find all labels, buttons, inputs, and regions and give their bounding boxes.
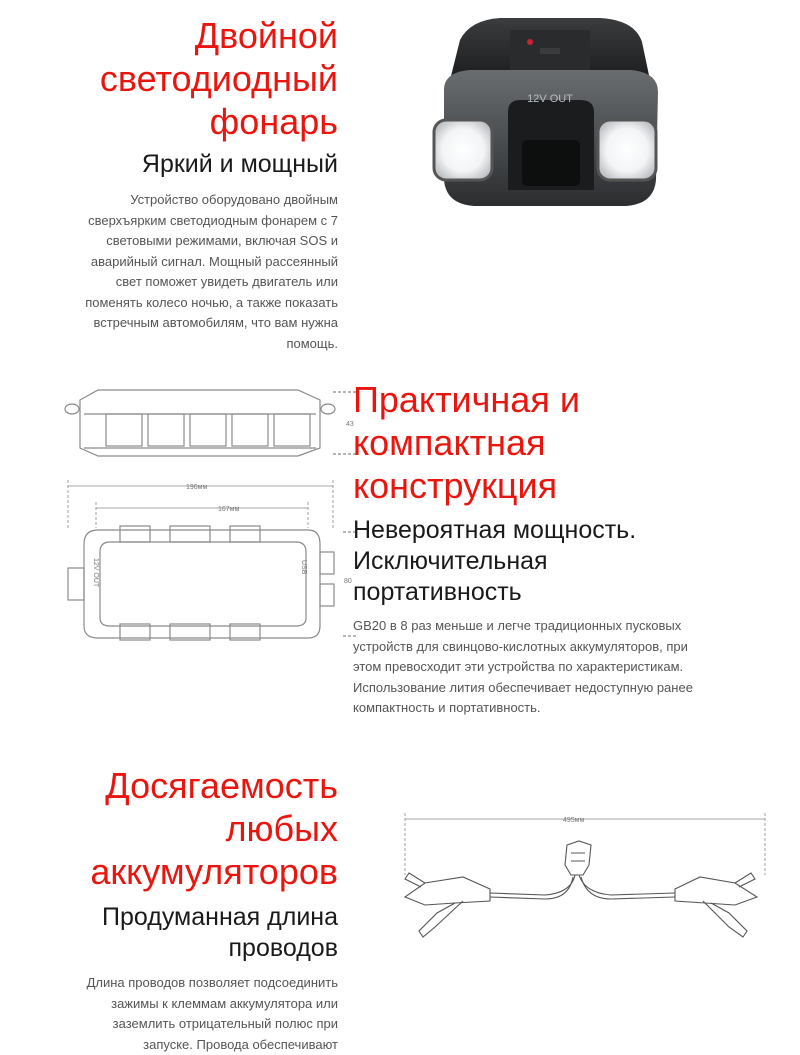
body-line: заземлить отрицательный полюс при: [8, 1014, 338, 1035]
cable-length-label: 495мм: [563, 817, 584, 824]
section1-title: [8, 14, 338, 143]
dimension-drawing: [58, 380, 363, 690]
body-line: световыми режимами, включая SOS и: [8, 231, 338, 252]
section2-title: [353, 378, 793, 507]
led-lamp-left: [434, 120, 492, 180]
section2-subtitle-line: портативность: [353, 577, 793, 608]
section3-title-line: любых: [8, 807, 338, 850]
section2-subtitle: [353, 515, 793, 608]
port-label: 12V OUT: [527, 93, 573, 105]
section3-subtitle: [8, 902, 338, 964]
section2-body: [353, 616, 793, 719]
section3-subtitle-line: проводов: [8, 933, 338, 964]
width-inner-label: 167мм: [218, 506, 239, 513]
section2-subtitle-line: Невероятная мощность.: [353, 515, 793, 546]
section1-subtitle: Яркий и мощный: [8, 149, 338, 180]
body-line: свет поможет увидеть двигатель или: [8, 272, 338, 293]
section2-title-line: Практичная и: [353, 378, 793, 421]
body-line: запуске. Провода обеспечивают: [8, 1035, 338, 1055]
section3-subtitle-line: Продуманная длина: [8, 902, 338, 933]
body-line: устройств для свинцово-кислотных аккумуляторов, при: [353, 637, 793, 658]
section1-title-line: светодиодный: [8, 57, 338, 100]
body-line: GB20 в 8 раз меньше и легче традиционных пусковых: [353, 616, 793, 637]
body-line: зажимы к клеммам аккумулятора или: [8, 994, 338, 1015]
jump-starter-device-image: [430, 0, 670, 215]
cable-clamps-drawing: [395, 805, 775, 955]
section2-title-line: компактная: [353, 421, 793, 464]
height-top-label: 80: [344, 578, 352, 585]
port-label-drawing: 12V OUT: [92, 558, 99, 588]
led-lamp-right: [598, 120, 656, 180]
body-line: помощь.: [8, 334, 338, 355]
usb-label-drawing: USB: [300, 560, 307, 575]
width-outer-label: 196мм: [186, 484, 207, 491]
body-line: поменять колесо ночью, а также показать: [8, 293, 338, 314]
body-line: компактность и портативность.: [353, 698, 793, 719]
section3-body: [8, 973, 338, 1055]
body-line: аварийный сигнал. Мощный рассеянный: [8, 252, 338, 273]
section3-title-line: Досягаемость: [8, 764, 338, 807]
section1-title-line: фонарь: [8, 100, 338, 143]
body-line: Устройство оборудовано двойным: [8, 190, 338, 211]
section1-body: [8, 190, 338, 354]
section3-title: [8, 764, 338, 893]
body-line: встречным автомобилям, что вам нужна: [8, 313, 338, 334]
section2-subtitle-line: Исключительная: [353, 546, 793, 577]
section3-title-line: аккумуляторов: [8, 850, 338, 893]
section2-title-line: конструкция: [353, 464, 793, 507]
height-dimension-label: 43: [346, 421, 354, 428]
section1-title-line: Двойной: [8, 14, 338, 57]
body-line: Длина проводов позволяет подсоединить: [8, 973, 338, 994]
body-line: этом превосходит эти устройства по характеристикам.: [353, 657, 793, 678]
body-line: сверхъярким светодиодным фонарем с 7: [8, 211, 338, 232]
body-line: Использование лития обеспечивает недоступную ранее: [353, 678, 793, 699]
